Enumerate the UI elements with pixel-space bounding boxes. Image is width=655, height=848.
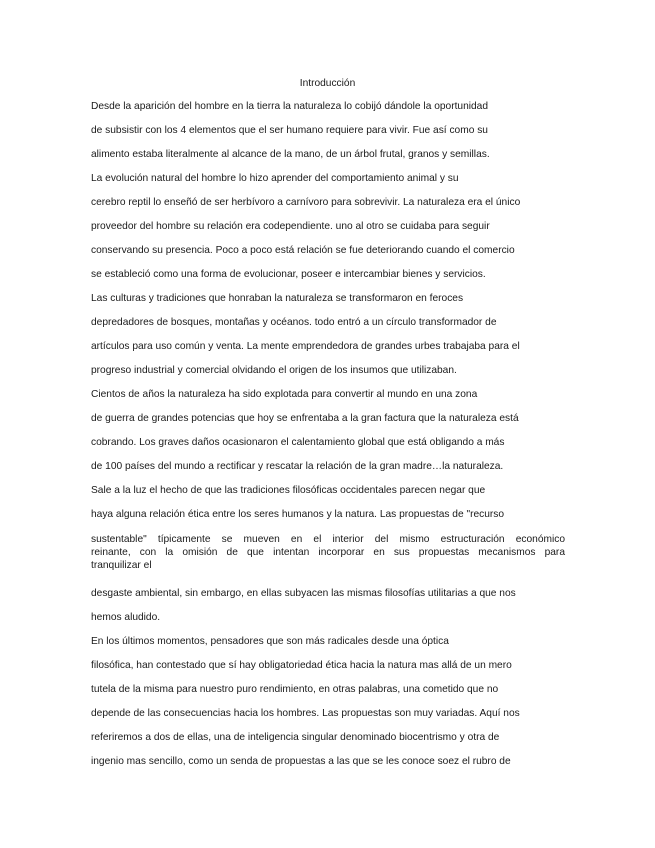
- text-line: conservando su presencia. Poco a poco está relación se fue deteriorando cuando el comercio: [91, 245, 515, 256]
- text-line: tranquilizar el: [91, 560, 152, 571]
- text-line: hemos aludido.: [91, 612, 161, 623]
- text-line-justified: sustentable" típicamente se mueven en el interior del mismo estructuración económico: [91, 534, 565, 545]
- text-line-justified: reinante, con la omisión de que intentan incorporar en sus propuestas mecanismos para: [91, 547, 565, 558]
- text-line: Las culturas y tradiciones que honraban la naturaleza se transformaron en feroces: [91, 293, 464, 304]
- text-line: de guerra de grandes potencias que hoy se enfrentaba a la gran factura que la naturaleza está: [91, 413, 519, 424]
- text-line: referiremos a dos de ellas, una de inteligencia singular denominado biocentrismo y otra de: [91, 732, 500, 743]
- text-line: La evolución natural del hombre lo hizo aprender del comportamiento animal y su: [91, 173, 459, 184]
- text-line: ingenio mas sencillo, como un senda de propuestas a las que se les conoce soez el rubro de: [91, 756, 511, 767]
- text-line: desgaste ambiental, sin embargo, en ellas subyacen las mismas filosofías utilitarias a que nos: [91, 588, 516, 599]
- text-line: proveedor del hombre su relación era codependiente. uno al otro se cuidaba para seguir: [91, 221, 490, 232]
- text-line: depende de las consecuencias hacia los hombres. Las propuestas son muy variadas. Aquí nos: [91, 708, 520, 719]
- text-line: alimento estaba literalmente al alcance de la mano, de un árbol frutal, granos y semillas.: [91, 149, 490, 160]
- text-line: de subsistir con los 4 elementos que el ser humano requiere para vivir. Fue así como su: [91, 125, 488, 136]
- text-line: cobrando. Los graves daños ocasionaron el calentamiento global que está obligando a más: [91, 437, 505, 448]
- text-line: progreso industrial y comercial olvidando el origen de los insumos que utilizaban.: [91, 365, 457, 376]
- text-line: En los últimos momentos, pensadores que son más radicales desde una óptica: [91, 636, 449, 647]
- text-line: Sale a la luz el hecho de que las tradiciones filosóficas occidentales parecen negar que: [91, 485, 486, 496]
- document-title: Introducción: [299, 78, 356, 89]
- text-line: se estableció como una forma de evolucionar, poseer e intercambiar bienes y servicios.: [91, 269, 486, 280]
- text-line: artículos para uso común y venta. La mente emprendedora de grandes urbes trabajaba para el: [91, 341, 520, 352]
- text-line: depredadores de bosques, montañas y océanos. todo entró a un círculo transformador de: [91, 317, 497, 328]
- text-line: de 100 países del mundo a rectificar y rescatar la relación de la gran madre…la naturaleza.: [91, 461, 504, 472]
- text-line: Cientos de años la naturaleza ha sido explotada para convertir al mundo en una zona: [91, 389, 478, 400]
- text-line: tutela de la misma para nuestro puro rendimiento, en otras palabras, una cometido que no: [91, 684, 499, 695]
- text-line: Desde la aparición del hombre en la tierra la naturaleza lo cobijó dándole la oportunidad: [91, 101, 489, 112]
- text-line: cerebro reptil lo enseñó de ser herbívoro a carnívoro para sobrevivir. La naturaleza era el único: [91, 197, 521, 208]
- text-line: haya alguna relación ética entre los seres humanos y la natura. Las propuestas de "recurso: [91, 509, 505, 520]
- text-line: filosófica, han contestado que sí hay obligatoriedad ética hacia la natura mas allá de un mero: [91, 660, 512, 671]
